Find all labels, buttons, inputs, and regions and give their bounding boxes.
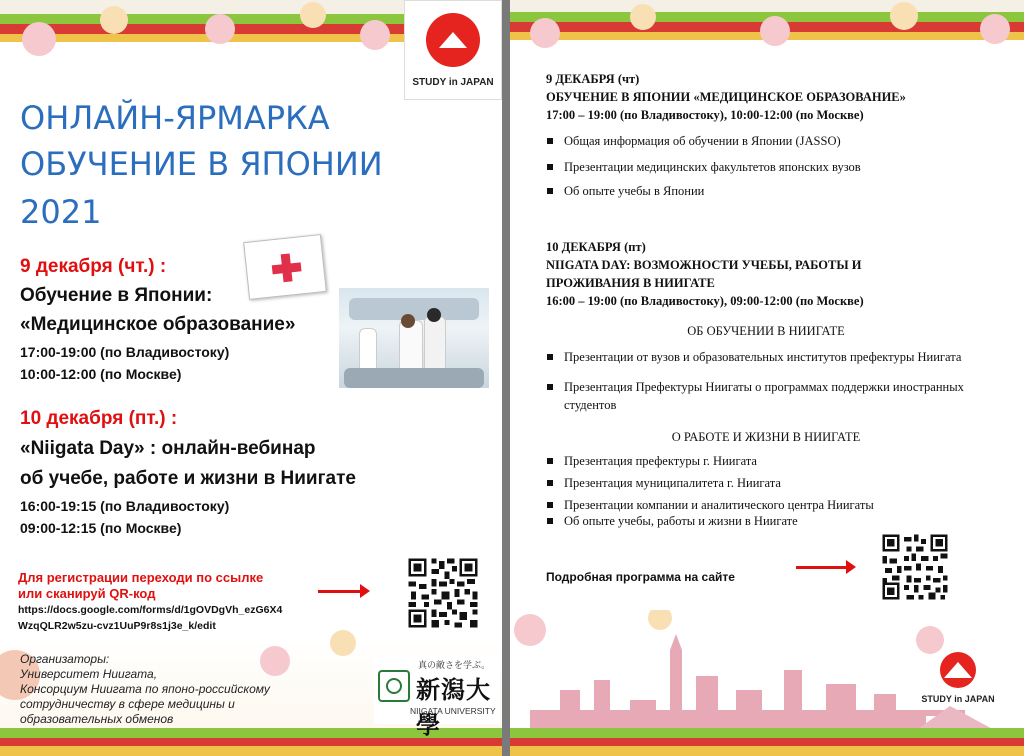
registration-label-line-2: или сканируй QR-код	[18, 586, 156, 601]
program-day2-life-item: Презентация муниципалитета г. Ниигата	[548, 476, 781, 491]
program-day2-life-item: Об опыте учебы, работы и жизни в Ниигате	[548, 514, 798, 529]
registration-link-line-1[interactable]: https://docs.google.com/forms/d/1gOVDgVh_ezG6X4	[18, 604, 283, 616]
medical-lab-photo	[339, 288, 489, 388]
program-day2-life-item: Презентации компании и аналитического центра Ниигаты	[548, 498, 874, 513]
program-day1-date: 9 ДЕКАБРЯ (чт)	[546, 72, 640, 86]
organizers-block: Организаторы: Университет Ниигата, Консорциум Ниигата по японо-российскому сотрудничеству в сфере медицины и образовательных обменов	[20, 652, 270, 726]
arrow-right-icon	[796, 566, 848, 569]
program-day2-time: 16:00 – 19:00 (по Владивостоку), 09:00-12:00 (по Москве)	[546, 294, 864, 308]
university-name-en: NIIGATA UNIVERSITY	[410, 706, 496, 716]
organizer-university: Университет Ниигата,	[20, 667, 158, 681]
flyer-title-year: 2021	[20, 193, 102, 231]
day1-subtitle: «Медицинское образование»	[20, 314, 296, 335]
day2-subtitle: об учебе, работе и жизни в Ниигате	[20, 468, 356, 489]
program-day1-item: Об опыте учебы в Японии	[548, 184, 704, 199]
blossom-decoration	[300, 2, 326, 28]
blossom-decoration	[760, 16, 790, 46]
blossom-decoration	[890, 2, 918, 30]
mount-fuji-icon	[940, 652, 976, 688]
organizer-consortium: Консорциум Ниигата по японо-российскому	[20, 682, 270, 696]
registration-qr-code[interactable]	[406, 556, 480, 630]
day2-time-moscow: 09:00-12:15 (по Москве)	[20, 520, 182, 536]
flyer-title-line-1: ОНЛАЙН-ЯРМАРКА	[20, 99, 330, 137]
bottom-stripe-gold	[0, 746, 502, 756]
blossom-decoration	[360, 20, 390, 50]
registration-label-line-1: Для регистрации переходи по ссылке	[18, 570, 264, 585]
medical-cross-card	[243, 234, 327, 300]
day1-time-moscow: 10:00-12:00 (по Москве)	[20, 366, 182, 382]
day1-time-vladivostok: 17:00-19:00 (по Владивостоку)	[20, 344, 230, 360]
university-slogan: 真の敵さを学ぶ。	[418, 661, 491, 671]
blossom-decoration	[330, 630, 356, 656]
program-day2-study-item: Презентации от вузов и образовательных институтов префектуры Ниигата	[548, 350, 961, 365]
blossom-decoration	[100, 6, 128, 34]
program-day2-title-line-2: ПРОЖИВАНИЯ В НИИГАТЕ	[546, 276, 715, 290]
study-in-japan-logo: STUDY in JAPAN	[404, 0, 502, 100]
blossom-decoration	[22, 22, 56, 56]
section-work-life-heading: О РАБОТЕ И ЖИЗНИ В НИИГАТЕ	[671, 430, 861, 444]
program-day1-title: ОБУЧЕНИЕ В ЯПОНИИ «МЕДИЦИНСКОЕ ОБРАЗОВАНИЕ»	[546, 90, 906, 104]
mount-fuji-icon	[426, 13, 480, 67]
program-day2-date: 10 ДЕКАБРЯ (пт)	[546, 240, 646, 254]
program-day2-title-line-1: NIIGATA DAY: ВОЗМОЖНОСТИ УЧЕБЫ, РАБОТЫ И	[546, 258, 862, 272]
program-day2-study-item: Презентация Префектуры Ниигаты о программах поддержки иностранных	[548, 380, 964, 395]
program-link-label: Подробная программа на сайте	[546, 570, 735, 584]
blossom-decoration	[205, 14, 235, 44]
flyer-left-page	[0, 0, 502, 756]
blossom-decoration	[980, 14, 1010, 44]
university-name-jp: 新潟大學	[416, 675, 491, 739]
program-day1-item: Презентации медицинских факультетов японских вузов	[548, 160, 861, 175]
program-qr-code[interactable]	[880, 532, 950, 602]
blossom-decoration	[630, 4, 656, 30]
section-study-heading: ОБ ОБУЧЕНИИ В НИИГАТЕ	[687, 324, 845, 338]
program-day1-item: Общая информация об обучении в Японии (JASSO)	[548, 134, 841, 149]
day1-title: Обучение в Японии:	[20, 285, 213, 306]
registration-link-line-2[interactable]: WzqQLR2w5zu-cvz1UuP9r8s1j3e_k/edit	[18, 620, 216, 632]
day2-time-vladivostok: 16:00-19:15 (по Владивостоку)	[20, 498, 230, 514]
day2-title: «Niigata Day» : онлайн-вебинар	[20, 438, 316, 459]
arrow-right-icon	[318, 590, 362, 593]
university-crest-icon	[378, 670, 410, 702]
study-in-japan-logo: STUDY in JAPAN	[920, 650, 996, 708]
day1-date: 9 декабря (чт.) :	[20, 256, 167, 277]
niigata-university-logo	[374, 656, 500, 739]
flyer-title-line-2: ОБУЧЕНИЕ В ЯПОНИИ	[20, 145, 383, 183]
program-day2-life-item: Презентация префектуры г. Ниигата	[548, 454, 757, 469]
day2-date: 10 декабря (пт.) :	[20, 408, 178, 429]
program-day1-time: 17:00 – 19:00 (по Владивостоку), 10:00-12:00 (по Москве)	[546, 108, 864, 122]
blossom-decoration	[530, 18, 560, 48]
organizers-label: Организаторы:	[20, 652, 110, 666]
